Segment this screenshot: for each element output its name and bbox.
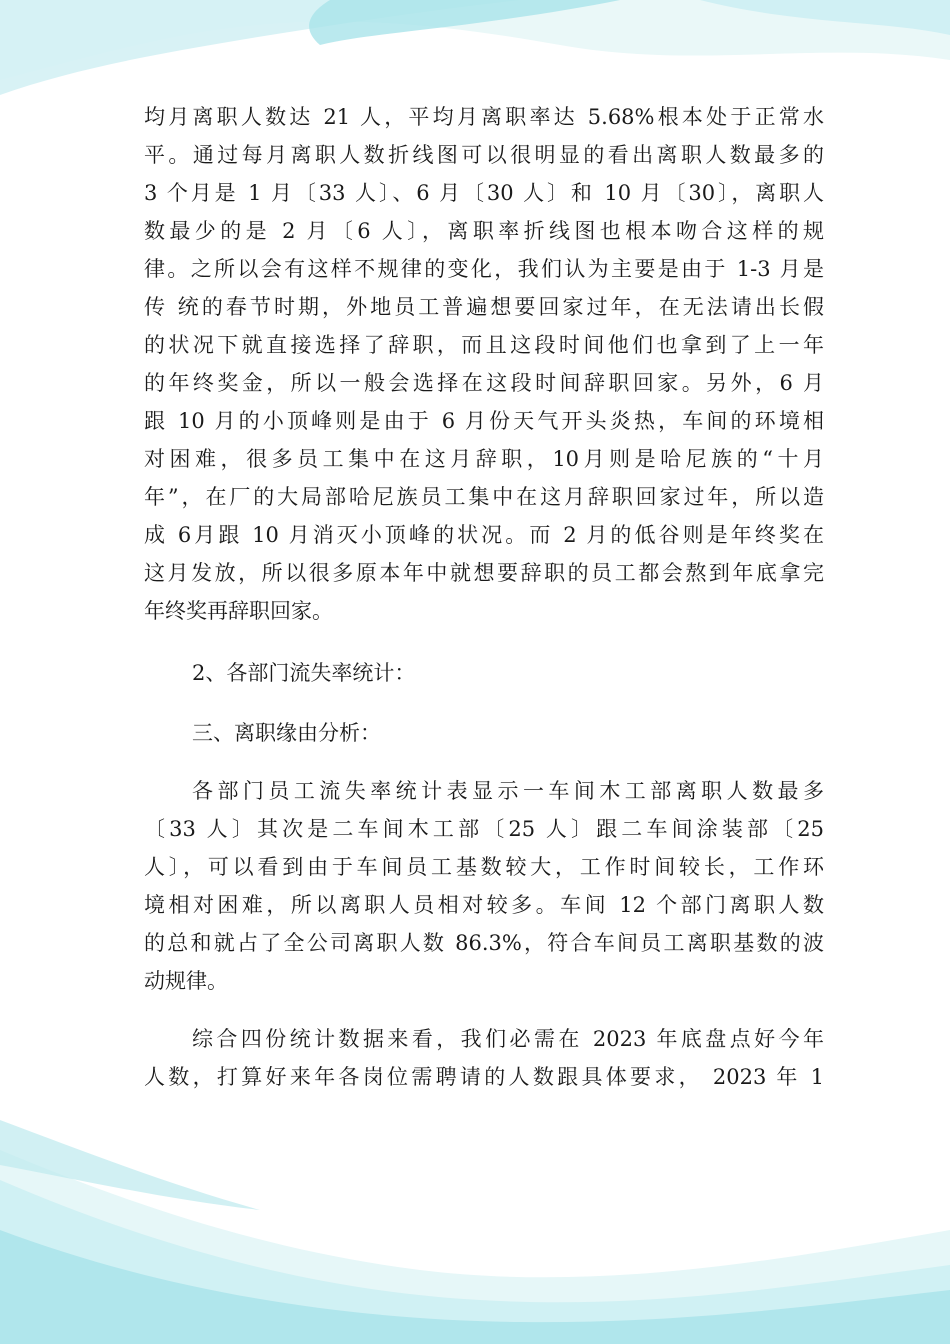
text-line: 跟 10 月的小顶峰则是由于 6 月份天气开头炎热，车间的环境相 (144, 409, 824, 433)
text-line: 人〕，可以看到由于车间员工基数较大，工作时间较长，工作环 (144, 855, 824, 879)
text-line: 律。之所以会有这样不规律的变化，我们认为主要是由于 1-3 月是 (144, 257, 824, 281)
text-line: 各部门员工流失率统计表显示一车间木工部离职人数最多 (192, 779, 824, 803)
text-line: 对困难，很多员工集中在这月辞职，10月则是哈尼族的“十月 (144, 447, 824, 471)
text-line: 这月发放，所以很多原本年中就想要辞职的员工都会熬到年底拿完 (144, 561, 824, 585)
text-line: 境相对困难，所以离职人员相对较多。车间 12 个部门离职人数 (144, 893, 824, 917)
text-line: 综合四份统计数据来看，我们必需在 2023 年底盘点好今年 (192, 1027, 824, 1051)
text-line: 均月离职人数达 21 人，平均月离职率达 5.68%根本处于正常水 (144, 105, 824, 129)
text-line: 的状况下就直接选择了辞职，而且这段时间他们也拿到了上一年 (144, 333, 824, 357)
text-line: 人数，打算好来年各岗位需聘请的人数跟具体要求， 2023 年 1 (144, 1065, 824, 1089)
section-heading-department-turnover: 2、各部门流失率统计： (192, 661, 416, 685)
text-line: 年终奖再辞职回家。 (144, 599, 333, 623)
text-line: 平。通过每月离职人数折线图可以很明显的看出离职人数最多的 (144, 143, 824, 167)
text-line: 传 统的春节时期，外地员工普遍想要回家过年，在无法请出长假 (144, 295, 824, 319)
text-line: 成 6月跟 10 月消灭小顶峰的状况。而 2 月的低谷则是年终奖在 (144, 523, 824, 547)
text-line: 〔33 人〕其次是二车间木工部〔25 人〕跟二车间涂装部〔25 (144, 817, 824, 841)
text-line: 数最少的是 2 月〔6 人〕，离职率折线图也根本吻合这样的规 (144, 219, 824, 243)
text-line: 3 个月是 1 月〔33 人〕、6 月〔30 人〕和 10 月〔30〕，离职人 (144, 181, 824, 205)
text-line: 的总和就占了全公司离职人数 86.3%，符合车间员工离职基数的波 (144, 931, 824, 955)
text-line: 动规律。 (144, 969, 228, 993)
text-line: 年”，在厂的大局部哈尼族员工集中在这月辞职回家过年，所以造 (144, 485, 824, 509)
section-heading-resignation-reasons: 三、离职缘由分析： (192, 721, 381, 745)
text-line: 的年终奖金，所以一般会选择在这段时间辞职回家。另外，6 月 (144, 371, 824, 395)
